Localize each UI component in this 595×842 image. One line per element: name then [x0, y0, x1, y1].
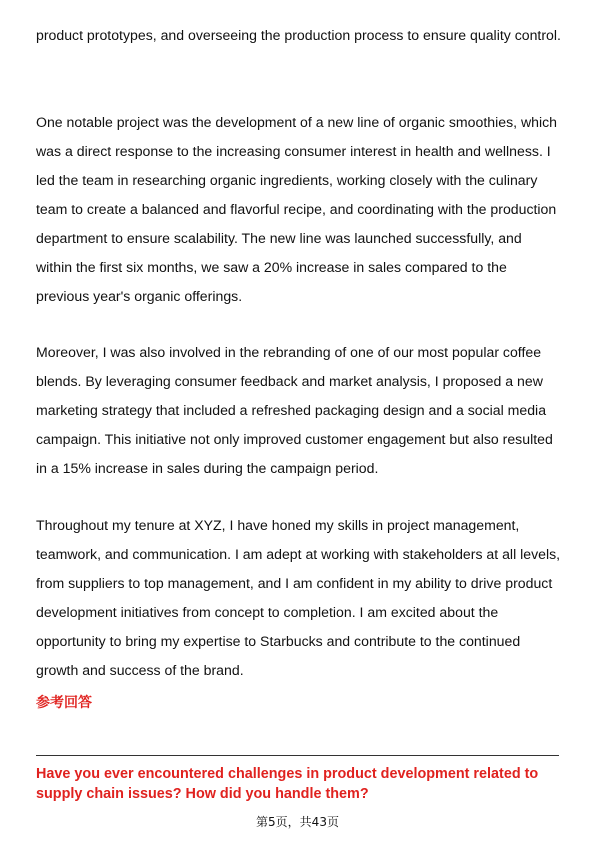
next-question-heading: Have you ever encountered challenges in product development related to supply chain issues? How did you handle them? — [36, 766, 539, 802]
answer-paragraph-1: product prototypes, and overseeing the production process to ensure quality control. — [36, 27, 561, 43]
reference-answer-label: 参考回答 — [36, 695, 92, 711]
answer-paragraph-3: Moreover, I was also involved in the rebranding of one of our most popular coffee blends. By leveraging consumer feedback and market analysis, I proposed a new marketing strategy that included a refreshed packaging design and a social media campaign. This initiative not only improved customer engagement but also resulted in a 15% increase in sales during the campaign period. — [36, 344, 553, 476]
answer-paragraph-4: Throughout my tenure at XYZ, I have honed my skills in project management, teamwork, and communication. I am adept at working with stakeholders at all levels, from suppliers to top management, and I am confident in my ability to drive product development initiatives from concept to completion. I am excited about the opportunity to bring my expertise to Starbucks and contribute to the continued growth and success of the brand. — [36, 517, 561, 678]
answer-paragraph-2: One notable project was the development of a new line of organic smoothies, which was a direct response to the increasing consumer interest in health and wellness. I led the team in researching organic ingredients, working closely with the culinary team to create a balanced and flavorful recipe, and coordinating with the production department to ensure scalability. The new line was launched successfully, and within the first six months, we saw a 20% increase in sales compared to the previous year's organic offerings. — [36, 114, 557, 304]
page-number-footer: 第5页，共43页 — [256, 815, 339, 829]
section-divider — [36, 755, 559, 756]
